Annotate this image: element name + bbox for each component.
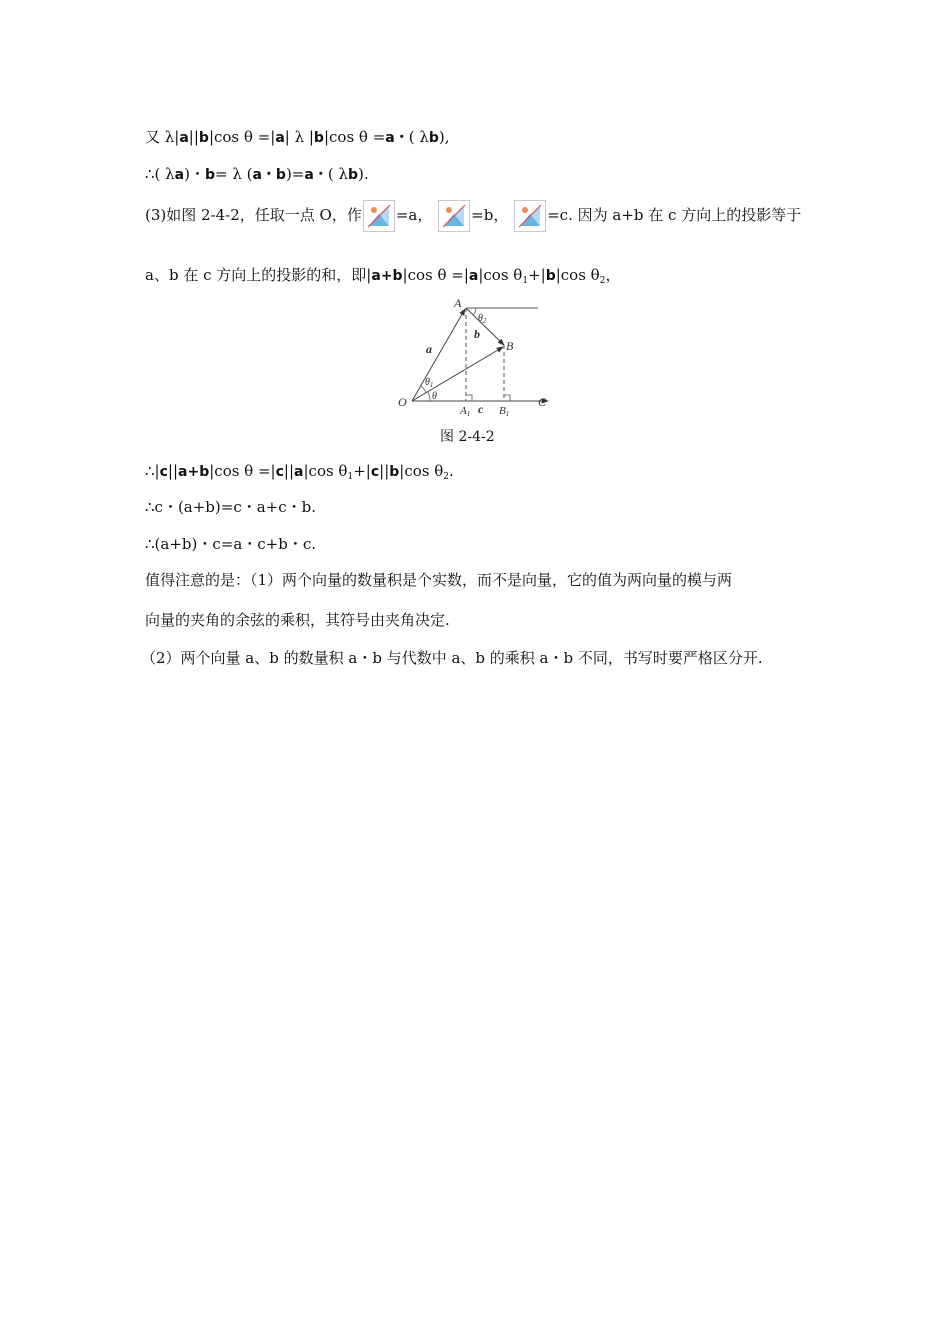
label-A: A: [454, 296, 462, 310]
label-C: C: [538, 395, 547, 409]
label-theta2: $\theta_2$: [478, 313, 487, 325]
line-1: 又 λ|a||b|cos θ =|a| λ |b|cos θ =a・( λb),: [145, 128, 450, 146]
label-O: O: [398, 395, 407, 409]
line-10: （2）两个向量 a、b 的数量积 a・b 与代数中 a、b 的乘积 a・b 不同，书写时要严格区分开.: [141, 649, 763, 667]
right-angle-A1: [466, 395, 472, 401]
vector-b: [466, 308, 504, 345]
line-5: ∴|c||a+b|cos θ =|c||a|cos $\theta_1+|c||b|\cos$ $\theta_2$.: [145, 462, 454, 482]
line-3: (3)如图 2-4-2，任取一点 O，作 =a， =b， =c. 因为 a+b 在 c 方向上的投影等于: [145, 200, 801, 232]
angle-theta2-arc: [473, 308, 476, 315]
line-8: 值得注意的是：（1）两个向量的数量积是个实数，而不是向量，它的值为两向量的模与两: [145, 571, 733, 589]
label-vector-b: b: [474, 327, 480, 341]
label-vector-a: a: [426, 342, 432, 356]
label-vector-c: c: [478, 402, 484, 416]
label-B: B: [506, 339, 514, 353]
line-2: ∴( λa)・b= λ (a・b)=a・( λb).: [145, 165, 369, 183]
line-9: 向量的夹角的余弦的乘积，其符号由夹角决定.: [145, 611, 450, 629]
broken-image-icon: [363, 200, 395, 232]
vector-a: [412, 309, 465, 401]
line-4: a、b 在 c 方向上的投影的和，即|a+b|cos θ =|a|cos $\theta_1+|b|\cos$ $\theta_2$，: [145, 266, 621, 286]
label-A1: A1: [460, 405, 471, 418]
angle-theta-arc: [428, 392, 430, 401]
vector-projection-figure: [392, 295, 562, 420]
label-theta: θ: [432, 391, 437, 402]
figure-caption: 图 2-4-2: [440, 429, 495, 445]
broken-image-icon: [438, 200, 470, 232]
line-6: ∴c・(a+b)=c・a+c・b.: [145, 498, 317, 516]
line-7: ∴(a+b)・c=a・c+b・c.: [145, 535, 317, 553]
right-angle-B1: [504, 395, 510, 401]
label-B1: B1: [499, 405, 510, 418]
label-theta1: $\theta_1$: [425, 377, 434, 389]
broken-image-icon: [514, 200, 546, 232]
